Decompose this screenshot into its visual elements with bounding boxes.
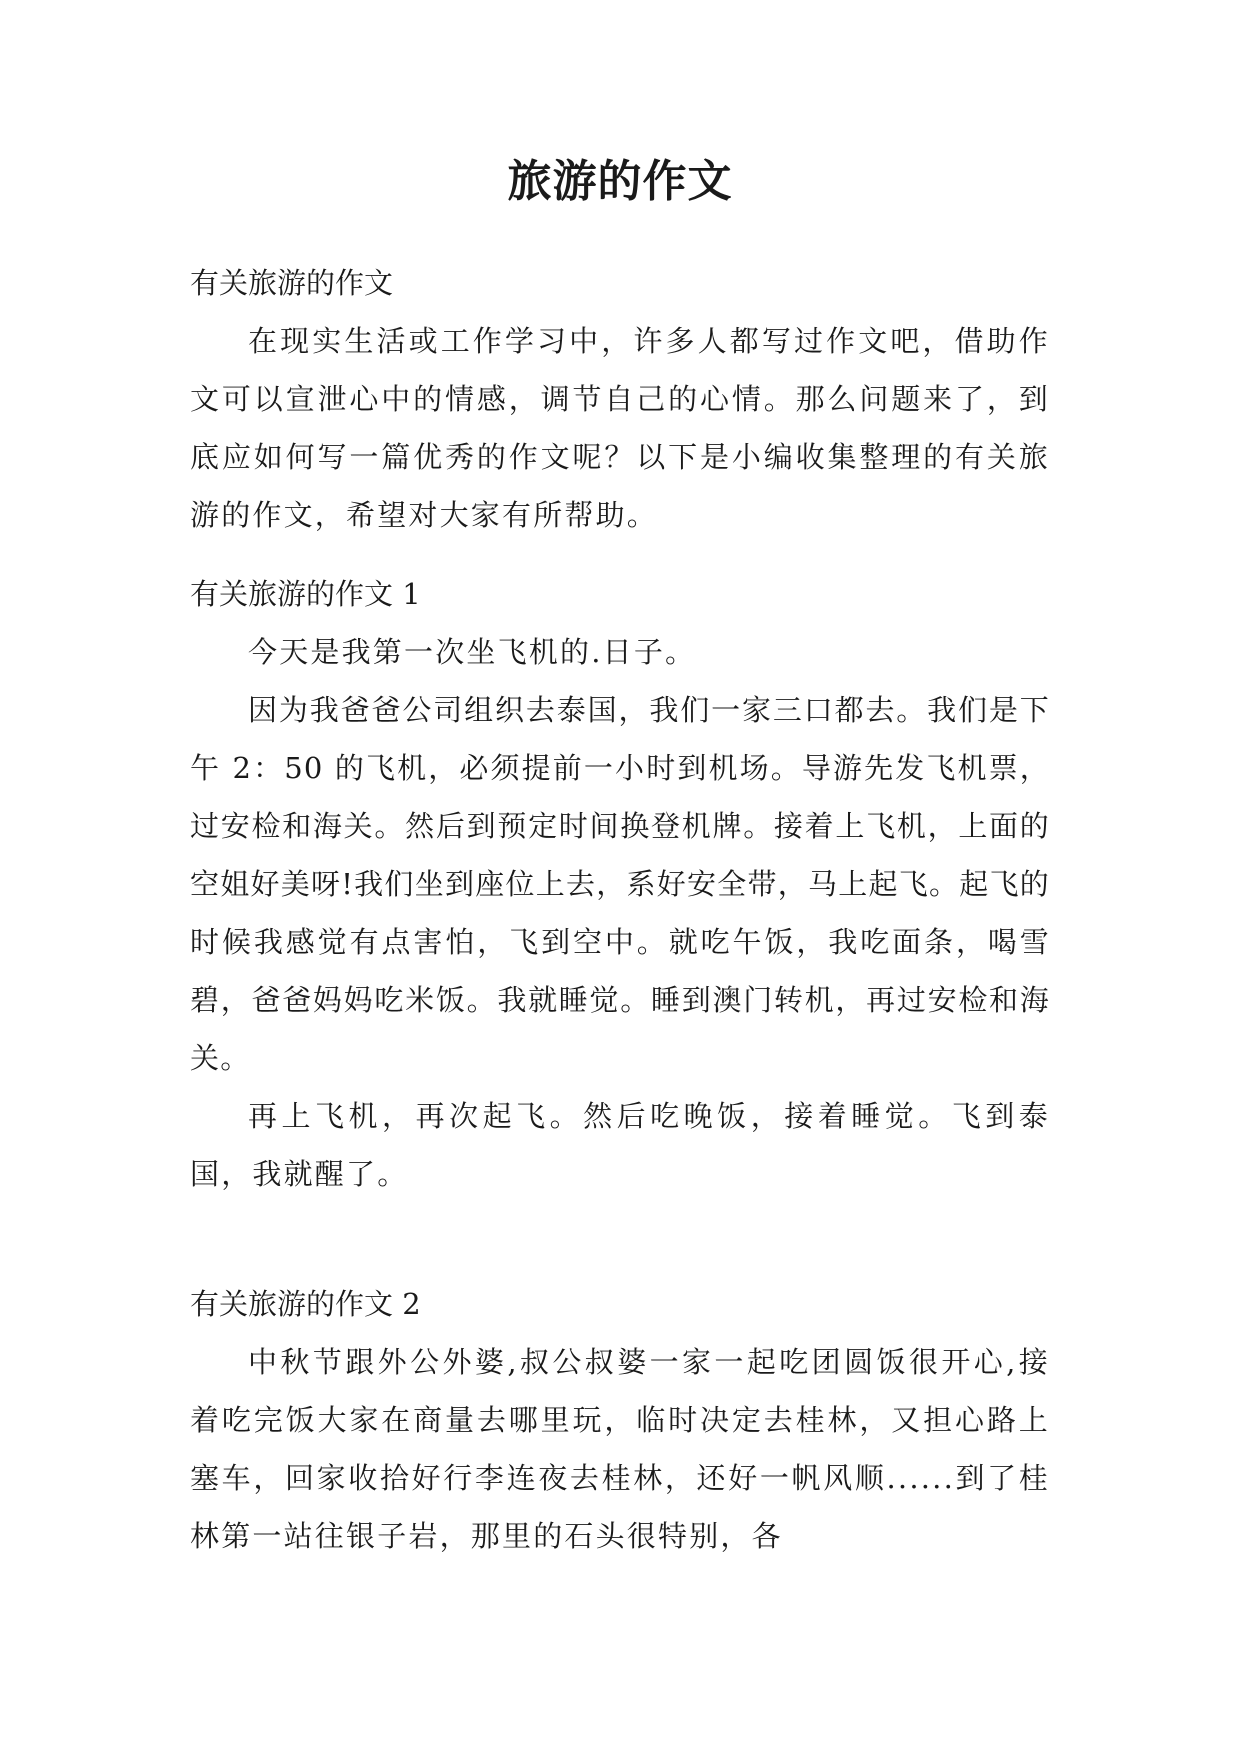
intro-section bbox=[190, 254, 1050, 544]
essay-2-heading: 有关旅游的作文 2 bbox=[190, 1287, 421, 1321]
essay-1-section bbox=[190, 565, 1050, 1203]
intro-paragraph: 在现实生活或工作学习中，许多人都写过作文吧，借助作文可以宣泄心中的情感，调节自己的心情。那么问题来了，到底应如何写一篇优秀的作文呢？以下是小编收集整理的有关旅游的作文，希望对大家有所帮助。 bbox=[190, 324, 1050, 532]
essay-1-heading: 有关旅游的作文 1 bbox=[190, 577, 421, 611]
essay-2-paragraph-1: 中秋节跟外公外婆,叔公叔婆一家一起吃团圆饭很开心,接着吃完饭大家在商量去哪里玩，临时决定去桂林，又担心路上塞车，回家收拾好行李连夜去桂林，还好一帆风顺......到了桂林第一站往银子岩，那里的石头很特别，各 bbox=[190, 1345, 1050, 1553]
essay-1-paragraph-1: 今天是我第一次坐飞机的.日子。 bbox=[248, 635, 697, 669]
intro-heading: 有关旅游的作文 bbox=[190, 266, 394, 300]
essay-1-paragraph-2: 因为我爸爸公司组织去泰国，我们一家三口都去。我们是下午 2：50 的飞机，必须提前一小时到机场。导游先发飞机票，过安检和海关。然后到预定时间换登机牌。接着上飞机，上面的空姐好美呀!我们坐到座位上去，系好安全带，马上起飞。起飞的时候我感觉有点害怕，飞到空中。就吃午饭，我吃面条，喝雪碧，爸爸妈妈吃米饭。我就睡觉。睡到澳门转机，再过安检和海关。 bbox=[190, 693, 1050, 1075]
essay-2-section bbox=[190, 1275, 1050, 1565]
essay-1-paragraph-3: 再上飞机，再次起飞。然后吃晚饭，接着睡觉。飞到泰国，我就醒了。 bbox=[190, 1099, 1050, 1191]
document-title: 旅游的作文 bbox=[507, 156, 733, 207]
